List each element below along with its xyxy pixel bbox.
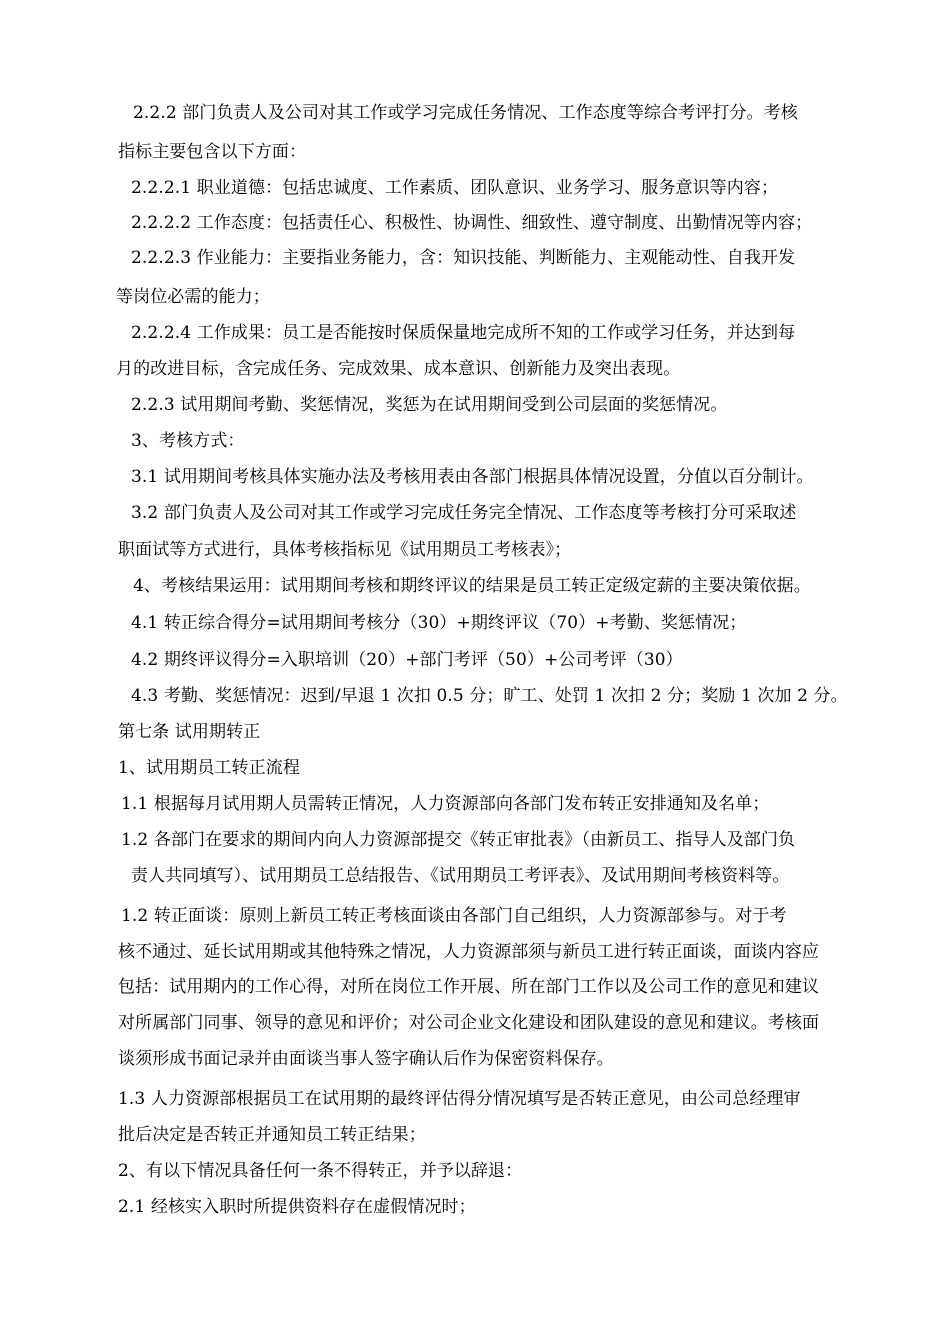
text-line: 月的改进目标，含完成任务、完成效果、成本意识、创新能力及突出表现。 — [116, 359, 681, 379]
text-line: 批后决定是否转正并通知员工转正结果； — [118, 1125, 426, 1145]
text-line: 2.2.2.2 工作态度：包括责任心、积极性、协调性、细致性、遵守制度、出勤情况等内容； — [131, 213, 813, 233]
text-line: 3、考核方式： — [131, 431, 245, 451]
text-line: 1.1 根据每月试用期人员需转正情况，人力资源部向各部门发布转正安排通知及名单； — [121, 794, 770, 814]
section-heading: 第七条 试用期转正 — [118, 722, 261, 742]
text-line: 2.2.2 部门负责人及公司对其工作或学习完成任务情况、工作态度等综合考评打分。考核 — [133, 103, 798, 123]
text-line: 4、考核结果运用：试用期间考核和期终评议的结果是员工转正定级定薪的主要决策依据。 — [133, 576, 811, 596]
text-line: 谈须形成书面记录并由面谈当事人签字确认后作为保密资料保存。 — [118, 1049, 614, 1069]
text-line: 2.2.2.3 作业能力：主要指业务能力，含：知识技能、判断能力、主观能动性、自我开发 — [131, 248, 796, 268]
text-line: 2.2.2.1 职业道德：包括忠诚度、工作素质、团队意识、业务学习、服务意识等内容； — [131, 178, 779, 198]
text-line: 指标主要包含以下方面： — [118, 142, 307, 162]
text-line: 1.2 转正面谈：原则上新员工转正考核面谈由各部门自己组织，人力资源部参与。对于考 — [121, 906, 787, 926]
text-line: 核不通过、延长试用期或其他特殊之情况，人力资源部须与新员工进行转正面谈，面谈内容应 — [118, 942, 820, 962]
text-line: 职面试等方式进行，具体考核指标见《试用期员工考核表》； — [118, 540, 572, 560]
text-line: 3.2 部门负责人及公司对其工作或学习完成任务完全情况、工作态度等考核打分可采取述 — [131, 503, 797, 523]
text-line: 2.2.2.4 工作成果：员工是否能按时保质保量地完成所不知的工作或学习任务，并达到每 — [131, 323, 796, 343]
text-line: 3.1 试用期间考核具体实施办法及考核用表由各部门根据具体情况设置，分值以百分制计。 — [131, 467, 814, 487]
text-line: 对所属部门同事、领导的意见和评价；对公司企业文化建设和团队建设的意见和建议。考核面 — [118, 1013, 820, 1033]
text-line: 4.1 转正综合得分=试用期间考核分（30）+期终评议（70）+考勤、奖惩情况； — [131, 613, 747, 633]
text-line: 1.2 各部门在要求的期间内向人力资源部提交《转正审批表》（由新员工、指导人及部门负 — [121, 830, 796, 850]
text-line: 2、有以下情况具备任何一条不得转正，并予以辞退： — [118, 1161, 523, 1181]
text-line: 责人共同填写）、试用期员工总结报告、《试用期员工考评表》、及试用期间考核资料等。 — [131, 866, 790, 886]
text-line: 4.2 期终评议得分=入职培训（20）+部门考评（50）+公司考评（30） — [131, 650, 683, 670]
text-line: 2.1 经核实入职时所提供资料存在虚假情况时； — [118, 1197, 476, 1217]
text-line: 1.3 人力资源部根据员工在试用期的最终评估得分情况填写是否转正意见，由公司总经理审 — [118, 1089, 801, 1109]
text-line: 2.2.3 试用期间考勤、奖惩情况，奖惩为在试用期间受到公司层面的奖惩情况。 — [131, 395, 728, 415]
text-line: 等岗位必需的能力； — [116, 287, 270, 307]
text-line: 1、试用期员工转正流程 — [118, 758, 300, 778]
text-line: 4.3 考勤、奖惩情况：迟到/早退 1 次扣 0.5 分；旷工、处罚 1 次扣 2 分；奖励 1 次加 2 分。 — [131, 686, 848, 706]
text-line: 包括：试用期内的工作心得，对所在岗位工作开展、所在部门工作以及公司工作的意见和建议 — [118, 977, 820, 997]
